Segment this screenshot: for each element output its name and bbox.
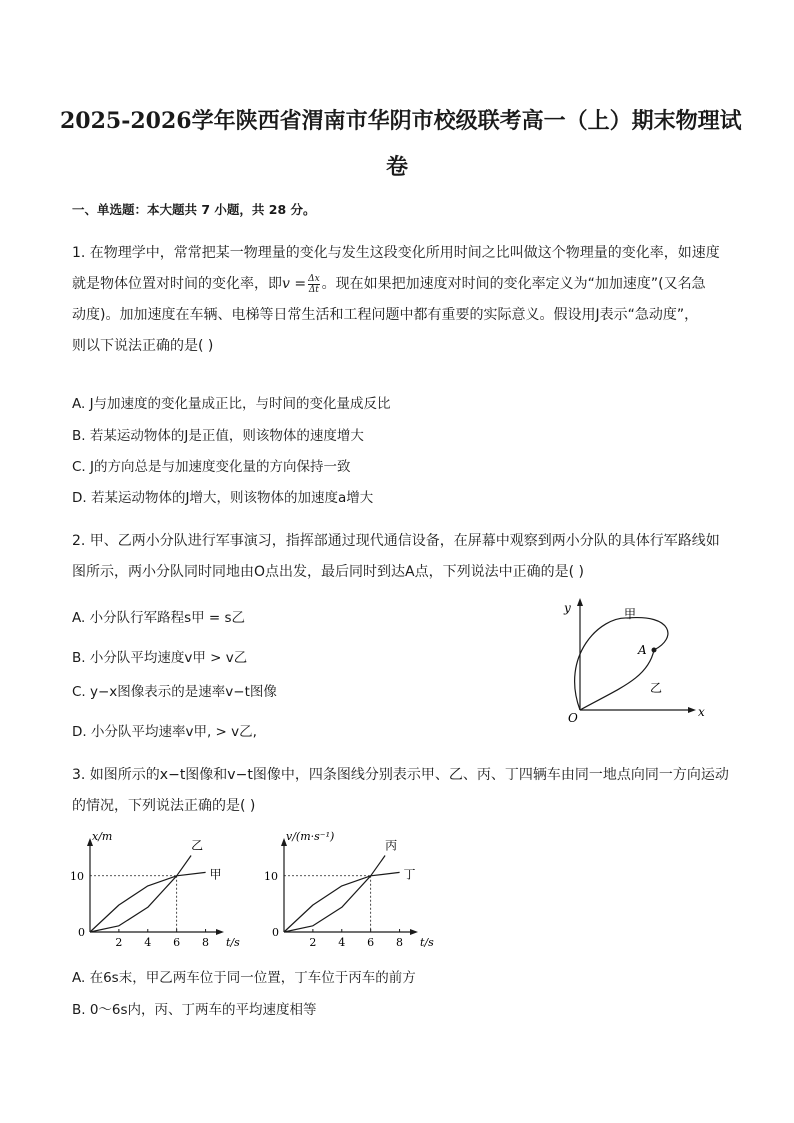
x-tick-label: 2 <box>309 936 317 947</box>
x-t-graph <box>70 822 250 947</box>
x-axis-label: x <box>698 705 705 719</box>
q2-option-c[interactable]: C. y−x图像表示的是速率v−t图像 <box>72 684 277 700</box>
q1-option-a[interactable]: A. J与加速度的变化量成正比，与时间的变化量成反比 <box>72 396 391 412</box>
formula-lhs: v = <box>282 276 307 292</box>
y-tick-label: 10 <box>70 869 84 883</box>
q1-line-2a: 就是物体位置对时间的变化率，即 <box>72 276 282 292</box>
q1-line-1: 1. 在物理学中，常常把某一物理量的变化与发生这段变化所用时间之比叫做这个物理量的变化率，如速度 <box>72 245 720 261</box>
q3-line-2: 的情况，下列说法正确的是( ) <box>72 798 256 814</box>
x-tick-label: 8 <box>396 936 404 947</box>
velocity-formula <box>282 273 322 295</box>
x-tick-label: 4 <box>338 936 346 947</box>
formula-numerator: Δx <box>308 273 320 284</box>
series-line-0 <box>284 856 385 933</box>
point-a <box>652 648 657 653</box>
q1-line-3: 动度)。加加速度在车辆、电梯等日常生活和工程问题中都有重要的实际意义。假设用J表示“急动度”， <box>72 307 699 323</box>
label-yi: 乙 <box>650 681 663 695</box>
x-tick-label: 4 <box>144 936 152 947</box>
x-axis-arrow <box>688 707 696 713</box>
series-label-1: 甲 <box>209 867 222 882</box>
q2-option-a[interactable]: A. 小分队行军路程s甲 = s乙 <box>72 610 246 626</box>
path-jia <box>575 618 668 710</box>
y-axis-label: v/(m·s⁻¹) <box>286 830 335 843</box>
x-axis-label: t/s <box>420 936 434 947</box>
q3-option-b[interactable]: B. 0～6s内，丙、丁两车的平均速度相等 <box>72 1002 317 1018</box>
q1-line-2b: 。现在如果把加速度对时间的变化率定义为“加加速度”(又名急 <box>321 276 706 292</box>
question-3-stem <box>72 760 729 822</box>
series-label-0: 丙 <box>385 838 398 853</box>
x-axis-arrow <box>216 929 224 935</box>
path-yi <box>580 650 654 710</box>
x-tick-label: 8 <box>202 936 210 947</box>
q2-option-d[interactable]: D. 小分队平均速率v甲, > v乙, <box>72 724 257 740</box>
title-line-2: 卷 <box>385 154 408 180</box>
series-line-1 <box>284 872 400 932</box>
label-jia: 甲 <box>624 607 637 621</box>
x-tick-label: 6 <box>173 936 181 947</box>
x-tick-label: 2 <box>115 936 123 947</box>
q3-option-a[interactable]: A. 在6s末，甲乙两车位于同一位置，丁车位于丙车的前方 <box>72 970 416 986</box>
y-axis-label: x/m <box>92 830 113 843</box>
x-axis-label: t/s <box>226 936 240 947</box>
q2-line-2: 图所示，两小分队同时同地由O点出发，最后同时到达A点，下列说法中正确的是( ) <box>72 564 584 580</box>
exam-title <box>60 98 742 190</box>
v-t-graph <box>264 822 454 947</box>
title-line-1: 2025-2026学年陕西省渭南市华阴市校级联考高一（上）期末物理试 <box>60 108 742 134</box>
q2-line-1: 2. 甲、乙两小分队进行军事演习，指挥部通过现代通信设备，在屏幕中观察到两小分队的具体行军路线如 <box>72 533 720 549</box>
q1-option-d[interactable]: D. 若某运动物体的J增大，则该物体的加速度a增大 <box>72 490 374 506</box>
series-line-1 <box>90 872 206 932</box>
point-a-label: A <box>638 643 647 657</box>
y-axis-label: y <box>564 601 571 615</box>
x-tick-label: 6 <box>367 936 375 947</box>
origin-label: 0 <box>78 926 85 939</box>
q1-line-2 <box>72 269 722 300</box>
q1-line-4: 则以下说法正确的是( ) <box>72 338 214 354</box>
question-1-stem <box>72 238 722 362</box>
origin-label: O <box>568 711 578 725</box>
y-tick-label: 10 <box>264 869 278 883</box>
series-label-1: 丁 <box>403 867 416 882</box>
q1-option-b[interactable]: B. 若某运动物体的J是正值，则该物体的速度增大 <box>72 428 364 444</box>
q3-line-1: 3. 如图所示的x−t图像和v−t图像中，四条图线分别表示甲、乙、丙、丁四辆车由同一地点向同一方向运动 <box>72 767 729 783</box>
q2-trajectory-figure <box>560 596 720 726</box>
question-2-stem <box>72 526 722 588</box>
origin-label: 0 <box>272 926 279 939</box>
x-axis-arrow <box>410 929 418 935</box>
series-line-0 <box>90 856 191 933</box>
formula-denominator: Δt <box>308 284 319 295</box>
series-label-0: 乙 <box>191 838 204 853</box>
y-axis-arrow <box>577 598 583 606</box>
section-heading: 一、单选题：本大题共 7 小题，共 28 分。 <box>72 202 316 217</box>
q1-option-c[interactable]: C. J的方向总是与加速度变化量的方向保持一致 <box>72 459 351 475</box>
q2-option-b[interactable]: B. 小分队平均速度v甲 > v乙 <box>72 650 248 666</box>
